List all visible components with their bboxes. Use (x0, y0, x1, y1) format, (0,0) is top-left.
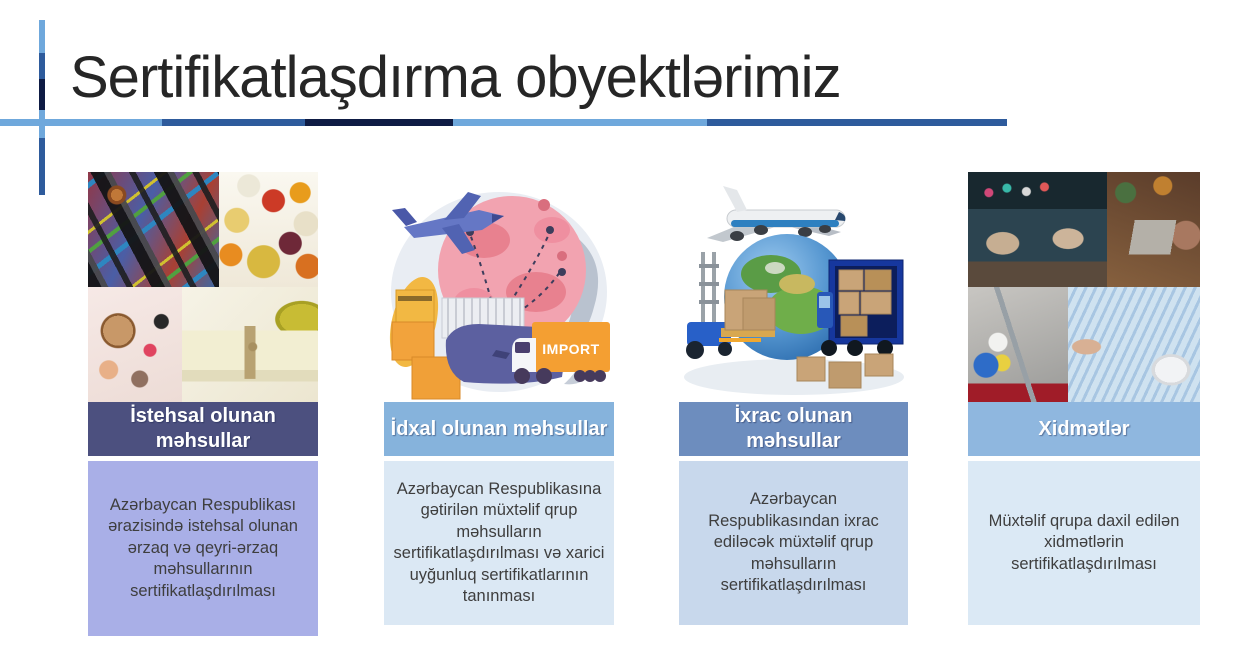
column-description: Azərbaycan Respublikasına gətirilən müxtəlif qrup məhsulların sertifikatlaşdırılması və xarici uyğunluq sertifikatlarının tanınması (384, 461, 614, 625)
salon-photo (968, 172, 1107, 287)
decor-segment (39, 53, 45, 79)
column-exported-products (679, 0, 908, 671)
services-image (968, 172, 1200, 402)
column-description: Azərbaycan Respublikasından ixrac ediləcək müxtəlif qrup məhsulların sertifikatlaşdırılması (679, 461, 908, 625)
restaurant-photo (1107, 172, 1200, 287)
column-header: Xidmətlər (968, 402, 1200, 456)
collage-row (88, 172, 318, 287)
cargo-plane-icon (707, 186, 845, 242)
column-services (968, 0, 1200, 671)
food-products-photo (219, 172, 318, 287)
collage-row (88, 287, 318, 402)
import-illustration (384, 172, 614, 402)
slide-title: Sertifikatlaşdırma obyektlərimiz (70, 45, 841, 110)
column-imported-products (384, 0, 614, 671)
collage-row (968, 172, 1200, 287)
cargo-truck-icon (817, 260, 903, 356)
soap-photo (182, 287, 318, 402)
cosmetics-photo (88, 287, 182, 402)
decor-segment (39, 138, 45, 195)
export-illustration-svg (679, 172, 908, 402)
decor-vertical-line (39, 20, 45, 195)
import-illustration-svg (384, 172, 614, 402)
cables-photo (88, 172, 219, 287)
column-header: İxrac olunan məhsullar (679, 402, 908, 456)
column-description: Müxtəlif qrupa daxil edilən xidmətlərin sertifikatlaşdırılması (968, 461, 1200, 625)
collage-row (968, 287, 1200, 402)
import-label: IMPORT (542, 341, 600, 357)
column-description: Azərbaycan Respublikası ərazisində istehsal olunan ərzaq və qeyri-ərzaq məhsullarının sertifikatlaşdırılması (88, 461, 318, 636)
export-illustration (679, 172, 908, 402)
cleaning-service-photo (968, 287, 1068, 402)
produced-products-image (88, 172, 318, 402)
column-produced-products (88, 0, 318, 671)
column-header: İstehsal olunan məhsullar (88, 402, 318, 456)
garment-care-photo (1068, 287, 1200, 402)
column-header: İdxal olunan məhsullar (384, 402, 614, 456)
decor-segment (39, 20, 45, 53)
decor-segment (39, 79, 45, 110)
